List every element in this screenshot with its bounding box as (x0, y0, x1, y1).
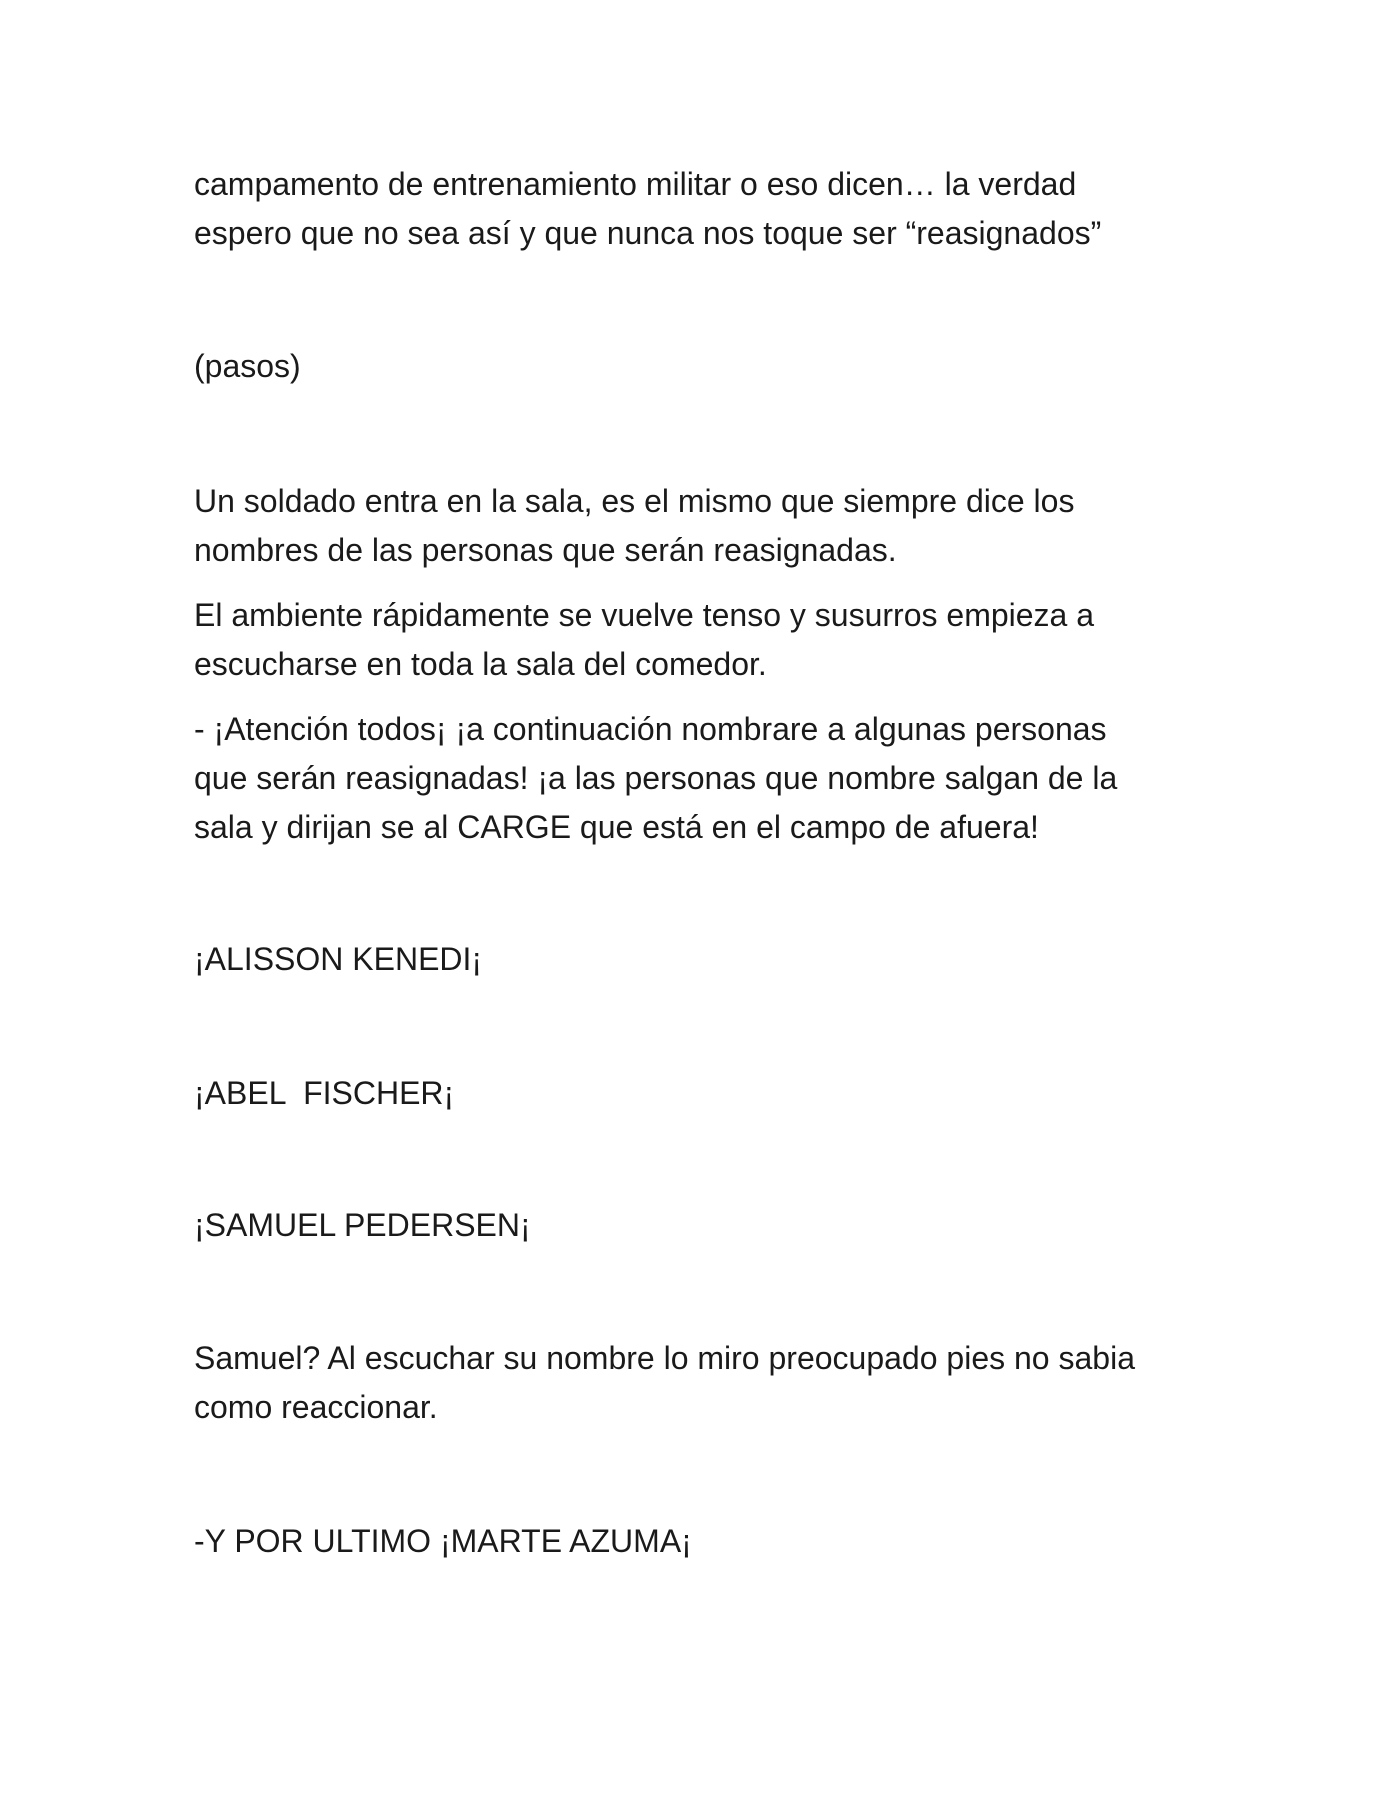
paragraph-soldier-enters (194, 477, 1214, 575)
text-line: ¡ABEL FISCHER¡ (194, 1075, 455, 1111)
text-line: como reaccionar. (194, 1389, 438, 1425)
paragraph-final-name-call (194, 1517, 1214, 1566)
text-line: (pasos) (194, 348, 301, 384)
text-line: campamento de entrenamiento militar o eso dicen… la verdad (194, 166, 1077, 202)
paragraph-sound-cue (194, 342, 1214, 391)
paragraph-name-call-3 (194, 1201, 1214, 1250)
text-line: ¡ALISSON KENEDI¡ (194, 941, 483, 977)
text-line: sala y dirijan se al CARGE que está en el campo de afuera! (194, 809, 1039, 845)
paragraph-name-call-1 (194, 935, 1214, 984)
text-line: - ¡Atención todos¡ ¡a continuación nombrare a algunas personas (194, 711, 1107, 747)
paragraph-name-call-2 (194, 1069, 1214, 1118)
text-line: ¡SAMUEL PEDERSEN¡ (194, 1207, 531, 1243)
text-line: -Y POR ULTIMO ¡MARTE AZUMA¡ (194, 1523, 692, 1559)
text-line: espero que no sea así y que nunca nos toque ser “reasignados” (194, 215, 1102, 251)
paragraph-samuel-reaction (194, 1334, 1214, 1432)
text-line: El ambiente rápidamente se vuelve tenso y susurros empieza a (194, 597, 1095, 633)
text-line: Samuel? Al escuchar su nombre lo miro preocupado pies no sabia (194, 1340, 1135, 1376)
paragraph-narration-intro (194, 160, 1214, 258)
paragraph-tense-ambience (194, 591, 1214, 689)
text-line: Un soldado entra en la sala, es el mismo que siempre dice los (194, 483, 1075, 519)
paragraph-announcement (194, 705, 1214, 852)
text-line: escucharse en toda la sala del comedor. (194, 646, 767, 682)
text-line: nombres de las personas que serán reasignadas. (194, 532, 897, 568)
text-line: que serán reasignadas! ¡a las personas que nombre salgan de la (194, 760, 1118, 796)
